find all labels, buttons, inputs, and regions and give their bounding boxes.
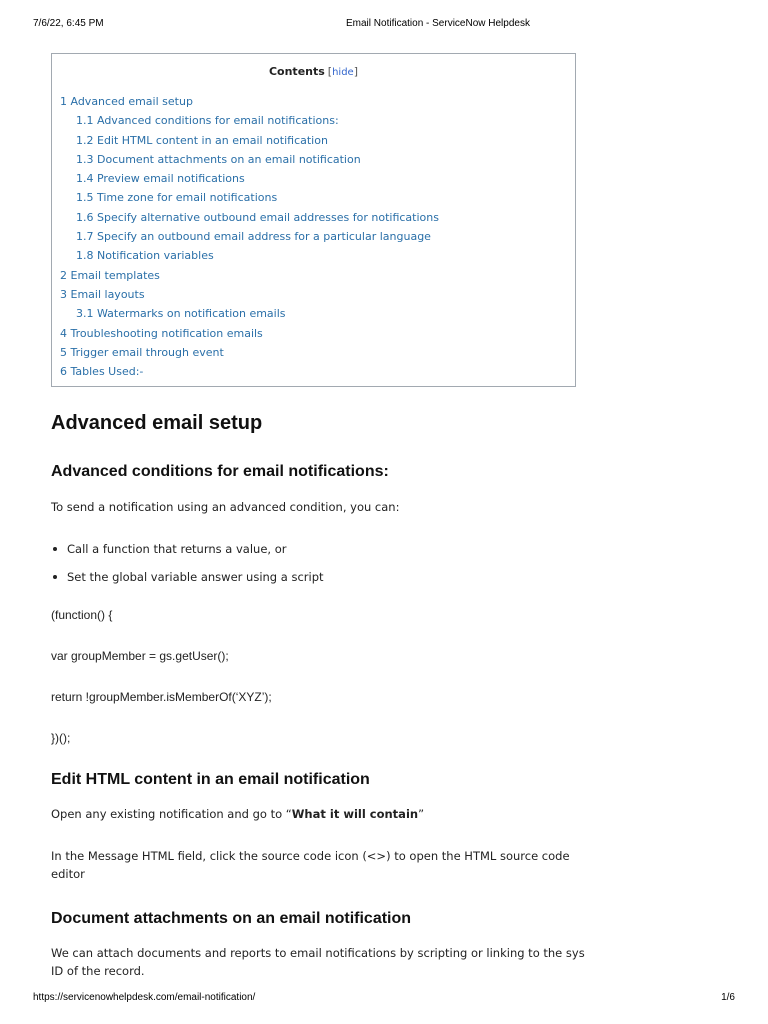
toc-title-row bbox=[52, 65, 575, 78]
paragraph: In the Message HTML field, click the source code icon (<>) to open the HTML source code editor bbox=[51, 849, 570, 881]
toc-item bbox=[60, 285, 439, 304]
code-line: (function() { bbox=[51, 608, 113, 622]
print-header bbox=[0, 18, 768, 32]
toc-item bbox=[60, 246, 439, 265]
paragraph bbox=[51, 805, 591, 823]
bullet-list bbox=[51, 540, 324, 596]
print-date: 7/6/22, 6:45 PM bbox=[33, 18, 104, 29]
toc-item bbox=[60, 343, 439, 362]
toc-link[interactable]: 2 Email templates bbox=[60, 268, 160, 282]
toc-link[interactable]: 1.6 Specify alternative outbound email addresses for notifications bbox=[76, 210, 439, 224]
toc-list bbox=[60, 92, 439, 381]
toc-item bbox=[60, 169, 439, 188]
bullet-item: Set the global variable answer using a script bbox=[51, 568, 324, 596]
toc-item bbox=[60, 208, 439, 227]
toc-item bbox=[60, 92, 439, 111]
toc-link[interactable]: 4 Troubleshooting notification emails bbox=[60, 326, 263, 340]
toc-bracket-open: [ bbox=[327, 65, 333, 78]
toc-link[interactable]: 1 Advanced email setup bbox=[60, 95, 193, 108]
table-of-contents bbox=[51, 53, 576, 387]
subsection-heading: Advanced conditions for email notifications: bbox=[51, 463, 389, 480]
toc-link[interactable]: 1.2 Edit HTML content in an email notification bbox=[76, 133, 328, 147]
print-page-title: Email Notification - ServiceNow Helpdesk bbox=[346, 18, 530, 29]
bullet-item: Call a function that returns a value, or bbox=[51, 540, 324, 568]
toc-link[interactable]: 1.1 Advanced conditions for email notifications: bbox=[76, 114, 339, 128]
toc-item bbox=[60, 304, 439, 323]
page-number: 1/6 bbox=[721, 992, 735, 1003]
toc-bracket-close: ] bbox=[353, 65, 359, 78]
toc-item bbox=[60, 131, 439, 150]
toc-link[interactable]: 1.4 Preview email notifications bbox=[76, 172, 245, 186]
toc-item bbox=[60, 362, 439, 381]
toc-link[interactable]: 1.7 Specify an outbound email address for a particular language bbox=[76, 230, 431, 244]
toc-link[interactable]: 1.8 Notification variables bbox=[76, 249, 214, 263]
print-footer bbox=[0, 992, 768, 1006]
paragraph-text: ” bbox=[418, 807, 425, 821]
paragraph: We can attach documents and reports to email notifications by scripting or linking to the sys ID of the record. bbox=[51, 946, 585, 978]
toc-link[interactable]: 5 Trigger email through event bbox=[60, 345, 224, 359]
toc-hide-link[interactable]: hide bbox=[332, 67, 354, 78]
code-line: })(); bbox=[51, 731, 71, 745]
toc-link[interactable]: 6 Tables Used:- bbox=[60, 365, 144, 379]
toc-link[interactable]: 3 Email layouts bbox=[60, 287, 145, 301]
subsection-heading: Document attachments on an email notification bbox=[51, 910, 412, 927]
toc-item bbox=[60, 150, 439, 169]
subsection-heading: Edit HTML content in an email notification bbox=[51, 771, 370, 788]
toc-item bbox=[60, 227, 439, 246]
toc-item bbox=[60, 188, 439, 207]
code-line: return !groupMember.isMemberOf(‘XYZ’); bbox=[51, 690, 272, 704]
toc-title: Contents bbox=[268, 65, 325, 78]
paragraph-text: Open any existing notification and go to “ bbox=[51, 807, 292, 821]
code-line: var groupMember = gs.getUser(); bbox=[51, 649, 229, 663]
paragraph: To send a notification using an advanced condition, you can: bbox=[51, 500, 400, 514]
bold-text: What it will contain bbox=[291, 807, 419, 821]
toc-item bbox=[60, 266, 439, 285]
toc-link[interactable]: 1.3 Document attachments on an email notification bbox=[76, 152, 361, 166]
section-heading: Advanced email setup bbox=[51, 412, 263, 434]
toc-item bbox=[60, 324, 439, 343]
print-url: https://servicenowhelpdesk.com/email-notification/ bbox=[33, 992, 256, 1003]
toc-link[interactable]: 1.5 Time zone for email notifications bbox=[76, 191, 278, 205]
toc-link[interactable]: 3.1 Watermarks on notification emails bbox=[76, 307, 286, 321]
toc-item bbox=[60, 111, 439, 130]
toc-hide-wrapper bbox=[328, 65, 358, 78]
